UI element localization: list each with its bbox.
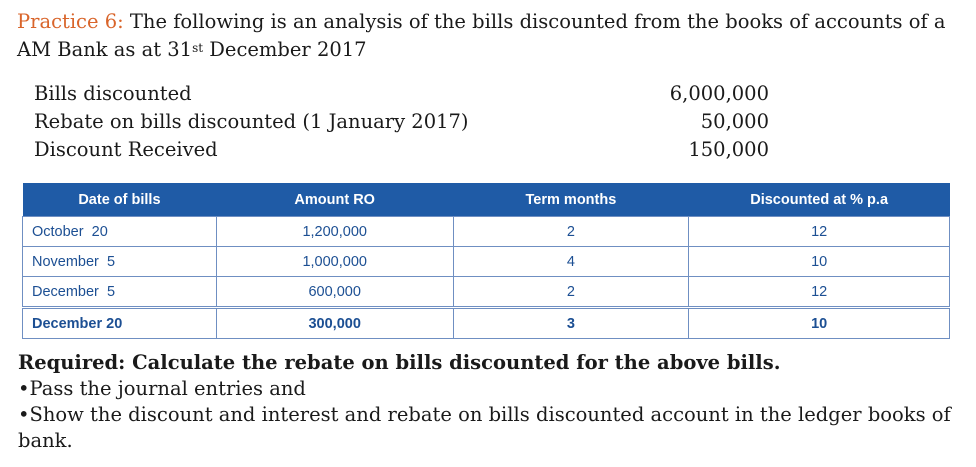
summary-value: 6,000,000 <box>669 82 769 105</box>
cell-rate: 12 <box>689 277 950 308</box>
summary-row <box>34 136 774 164</box>
cell-rate: 10 <box>689 247 950 277</box>
cell-amount: 300,000 <box>216 308 453 339</box>
ordinal-suffix: st <box>192 41 204 55</box>
cell-rate: 12 <box>689 217 950 247</box>
title-line1: The following is an analysis of the bills discounted from the books of accounts of a <box>123 10 946 33</box>
summary-value: 150,000 <box>688 138 769 161</box>
required-section <box>18 350 973 454</box>
table-row <box>23 247 950 277</box>
table-header-row <box>23 183 950 217</box>
cell-term: 4 <box>453 247 689 277</box>
header-amount: Amount RO <box>216 183 453 217</box>
cell-amount: 1,200,000 <box>216 217 453 247</box>
cell-date: November 5 <box>23 247 217 277</box>
summary-value: 50,000 <box>700 110 769 133</box>
cell-rate: 10 <box>689 308 950 339</box>
summary-row <box>34 80 774 108</box>
summary-label: Rebate on bills discounted (1 January 2017) <box>34 110 469 133</box>
practice-label: Practice 6: <box>17 10 124 33</box>
required-heading: Required: Calculate the rebate on bills discounted for the above bills. <box>18 351 781 374</box>
cell-date: October 20 <box>23 217 217 247</box>
cell-term: 2 <box>453 217 689 247</box>
cell-amount: 600,000 <box>216 277 453 308</box>
practice-title <box>17 8 972 64</box>
header-date: Date of bills <box>23 183 217 217</box>
bill-summary <box>34 80 774 164</box>
header-term: Term months <box>453 183 689 217</box>
cell-amount: 1,000,000 <box>216 247 453 277</box>
title-line2-end: December 2017 <box>203 38 367 61</box>
summary-row <box>34 108 774 136</box>
table-row <box>23 277 950 308</box>
summary-label: Bills discounted <box>34 82 192 105</box>
cell-term: 3 <box>453 308 689 339</box>
table-row <box>23 308 950 339</box>
title-line2-start: AM Bank as at 31 <box>17 38 193 61</box>
required-bullet: •Show the discount and interest and rebate on bills discounted account in the ledger books of bank. <box>18 403 951 452</box>
bills-table <box>22 183 950 339</box>
summary-label: Discount Received <box>34 138 218 161</box>
cell-date: December 20 <box>23 308 217 339</box>
cell-date: December 5 <box>23 277 217 308</box>
table-row <box>23 217 950 247</box>
cell-term: 2 <box>453 277 689 308</box>
header-rate: Discounted at % p.a <box>689 183 950 217</box>
required-bullet: •Pass the journal entries and <box>18 377 306 400</box>
